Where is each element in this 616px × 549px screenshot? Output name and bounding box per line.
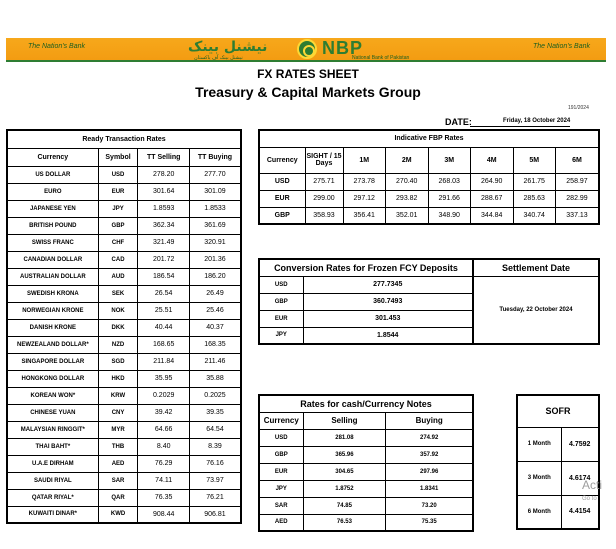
- currency-name: MALAYSIAN RINGGIT*: [7, 421, 98, 438]
- fbp-header-6m: 6M: [556, 147, 600, 173]
- settlement-caption: Settlement Date: [474, 259, 599, 276]
- fbp-rate: 273.78: [343, 173, 386, 190]
- table-row: [517, 427, 599, 461]
- table-row: [7, 234, 241, 251]
- tt-buying: 26.49: [189, 285, 241, 302]
- tt-buying: 76.21: [189, 489, 241, 506]
- currency-name: NEWZEALAND DOLLAR*: [7, 336, 98, 353]
- sofr-rate: 4.4154: [561, 495, 599, 529]
- fbp-header-currency: Currency: [259, 147, 305, 173]
- table-row: [7, 489, 241, 506]
- cash-selling: 304.65: [303, 463, 386, 480]
- tt-selling: 0.2029: [138, 387, 190, 404]
- header-banner: [6, 38, 606, 62]
- date-value: Friday, 18 October 2024: [503, 118, 571, 124]
- fbp-rate: 258.97: [556, 173, 600, 190]
- tt-buying: 186.20: [189, 268, 241, 285]
- fbp-rate: 288.67: [471, 190, 514, 207]
- table-row: [7, 166, 241, 183]
- currency-name: KOREAN WON*: [7, 387, 98, 404]
- tt-buying: 40.37: [189, 319, 241, 336]
- table-row: [7, 285, 241, 302]
- conversion-rate: 360.7493: [303, 293, 473, 310]
- currency-code: AED: [259, 514, 303, 531]
- tt-selling: 211.84: [138, 353, 190, 370]
- tt-buying: 39.35: [189, 404, 241, 421]
- cash-rows: [259, 429, 473, 531]
- currency-name: DANISH KRONE: [7, 319, 98, 336]
- fbp-rate: 264.90: [471, 173, 514, 190]
- currency-symbol: THB: [98, 438, 138, 455]
- ready-header-symbol: Symbol: [98, 148, 138, 166]
- cash-buying: 357.92: [386, 446, 473, 463]
- fbp-rate: 299.00: [305, 190, 343, 207]
- currency-code: EUR: [259, 190, 305, 207]
- currency-symbol: SEK: [98, 285, 138, 302]
- tt-selling: 74.11: [138, 472, 190, 489]
- ready-header-tt-buying: TT Buying: [189, 148, 241, 166]
- currency-code: GBP: [259, 293, 303, 310]
- ready-header-tt-selling: TT Selling: [138, 148, 190, 166]
- fbp-rate: 340.74: [513, 207, 556, 224]
- conversion-rate: 1.8544: [303, 327, 473, 344]
- sofr-tenor: 6 Month: [517, 495, 561, 529]
- fbp-rate: 348.90: [428, 207, 471, 224]
- cash-selling: 74.85: [303, 497, 386, 514]
- fbp-rate: 291.66: [428, 190, 471, 207]
- fbp-header-1m: 1M: [343, 147, 386, 173]
- tt-selling: 76.29: [138, 455, 190, 472]
- tt-buying: 0.2025: [189, 387, 241, 404]
- fbp-header-3m: 3M: [428, 147, 471, 173]
- fbp-header-2m: 2M: [386, 147, 429, 173]
- fbp-rate: 358.93: [305, 207, 343, 224]
- table-row: [259, 190, 599, 207]
- tt-selling: 201.72: [138, 251, 190, 268]
- cash-currency-notes-table: [258, 394, 474, 532]
- table-row: [7, 319, 241, 336]
- currency-symbol: NOK: [98, 302, 138, 319]
- sofr-rate: 4.6174: [561, 461, 599, 495]
- currency-name: SAUDI RIYAL: [7, 472, 98, 489]
- currency-symbol: USD: [98, 166, 138, 183]
- fbp-header-4m: 4M: [471, 147, 514, 173]
- currency-code: GBP: [259, 446, 303, 463]
- tt-buying: 76.16: [189, 455, 241, 472]
- currency-symbol: KRW: [98, 387, 138, 404]
- fbp-header-sight: SIGHT / 15 Days: [305, 147, 343, 173]
- tt-selling: 40.44: [138, 319, 190, 336]
- tt-selling: 362.34: [138, 217, 190, 234]
- tt-selling: 39.42: [138, 404, 190, 421]
- indicative-fbp-rates-table: [258, 129, 600, 225]
- currency-code: EUR: [259, 463, 303, 480]
- tt-buying: 301.09: [189, 183, 241, 200]
- currency-symbol: CHF: [98, 234, 138, 251]
- table-row: [7, 438, 241, 455]
- currency-name: CHINESE YUAN: [7, 404, 98, 421]
- currency-code: JPY: [259, 327, 303, 344]
- table-row: [7, 217, 241, 234]
- frozen-fcy-conversion-table: [258, 258, 474, 345]
- currency-name: SWEDISH KRONA: [7, 285, 98, 302]
- table-row: [259, 463, 473, 480]
- fbp-rate: 352.01: [386, 207, 429, 224]
- table-row: [7, 370, 241, 387]
- tt-buying: 320.91: [189, 234, 241, 251]
- currency-name: QATAR RIYAL*: [7, 489, 98, 506]
- fbp-rate: 275.71: [305, 173, 343, 190]
- currency-code: USD: [259, 276, 303, 293]
- fbp-header-5m: 5M: [513, 147, 556, 173]
- date-label: DATE:: [445, 117, 472, 127]
- currency-name: AUSTRALIAN DOLLAR: [7, 268, 98, 285]
- urdu-bank-subtitle: نیشنل بینک آف پاکستان: [194, 55, 243, 61]
- tt-buying: 73.97: [189, 472, 241, 489]
- cash-caption: Rates for cash/Currency Notes: [259, 395, 473, 412]
- settlement-value: Tuesday, 22 October 2024: [474, 276, 599, 344]
- table-row: [7, 353, 241, 370]
- table-row: [259, 327, 473, 344]
- ready-transaction-rates-table: [6, 129, 242, 524]
- fbp-rate: 293.82: [386, 190, 429, 207]
- tt-selling: 321.49: [138, 234, 190, 251]
- tt-selling: 168.65: [138, 336, 190, 353]
- table-row: [259, 310, 473, 327]
- tt-selling: 8.40: [138, 438, 190, 455]
- tt-buying: 168.35: [189, 336, 241, 353]
- sofr-tenor: 3 Month: [517, 461, 561, 495]
- table-row: [259, 497, 473, 514]
- tt-selling: 35.95: [138, 370, 190, 387]
- fbp-rate: 356.41: [343, 207, 386, 224]
- currency-code: JPY: [259, 480, 303, 497]
- currency-symbol: SAR: [98, 472, 138, 489]
- fbp-rows: [259, 173, 599, 224]
- sofr-table: [516, 394, 603, 530]
- tt-selling: 26.54: [138, 285, 190, 302]
- tt-selling: 1.8593: [138, 200, 190, 217]
- frozen-caption: Conversion Rates for Frozen FCY Deposits: [259, 259, 473, 276]
- currency-symbol: AUD: [98, 268, 138, 285]
- ready-rows: [7, 166, 241, 523]
- cash-header-selling: Selling: [303, 412, 386, 429]
- table-row: [259, 276, 473, 293]
- activation-watermark: Acti: [582, 478, 603, 492]
- table-row: [259, 293, 473, 310]
- tt-selling: 186.54: [138, 268, 190, 285]
- currency-name: US DOLLAR: [7, 166, 98, 183]
- tt-buying: 277.70: [189, 166, 241, 183]
- currency-symbol: QAR: [98, 489, 138, 506]
- currency-symbol: KWD: [98, 506, 138, 523]
- table-row: [7, 387, 241, 404]
- currency-symbol: GBP: [98, 217, 138, 234]
- tt-selling: 64.66: [138, 421, 190, 438]
- tt-selling: 76.35: [138, 489, 190, 506]
- tt-buying: 211.46: [189, 353, 241, 370]
- right-wing-logo: The Nation's Bank: [533, 43, 590, 50]
- currency-code: GBP: [259, 207, 305, 224]
- conversion-rate: 301.453: [303, 310, 473, 327]
- tt-selling: 278.20: [138, 166, 190, 183]
- currency-code: SAR: [259, 497, 303, 514]
- currency-symbol: SGD: [98, 353, 138, 370]
- sofr-tenor: 1 Month: [517, 427, 561, 461]
- currency-symbol: HKD: [98, 370, 138, 387]
- cash-buying: 297.96: [386, 463, 473, 480]
- fbp-rate: 270.40: [386, 173, 429, 190]
- currency-name: JAPANESE YEN: [7, 200, 98, 217]
- urdu-bank-name: نیشنل بینک: [188, 39, 268, 55]
- activation-watermark-sub: Go to: [582, 496, 597, 502]
- tt-selling: 25.51: [138, 302, 190, 319]
- conversion-rate: 277.7345: [303, 276, 473, 293]
- table-row: [7, 472, 241, 489]
- fbp-rate: 285.63: [513, 190, 556, 207]
- table-row: [7, 200, 241, 217]
- currency-code: EUR: [259, 310, 303, 327]
- table-row: [7, 302, 241, 319]
- tt-selling: 908.44: [138, 506, 190, 523]
- cash-selling: 365.96: [303, 446, 386, 463]
- fbp-rate: 337.13: [556, 207, 600, 224]
- fbp-caption: Indicative FBP Rates: [259, 130, 599, 147]
- table-row: [259, 514, 473, 531]
- table-row: [7, 336, 241, 353]
- fbp-rate: 297.12: [343, 190, 386, 207]
- currency-symbol: CNY: [98, 404, 138, 421]
- ready-caption: Ready Transaction Rates: [7, 130, 241, 148]
- ready-header-currency: Currency: [7, 148, 98, 166]
- cash-header-buying: Buying: [386, 412, 473, 429]
- tt-selling: 301.64: [138, 183, 190, 200]
- currency-name: EURO: [7, 183, 98, 200]
- currency-symbol: EUR: [98, 183, 138, 200]
- cash-selling: 76.53: [303, 514, 386, 531]
- currency-symbol: JPY: [98, 200, 138, 217]
- currency-symbol: MYR: [98, 421, 138, 438]
- left-wing-logo: The Nation's Bank: [28, 43, 85, 50]
- tt-buying: 35.88: [189, 370, 241, 387]
- cash-selling: 281.08: [303, 429, 386, 446]
- tt-buying: 25.46: [189, 302, 241, 319]
- tt-buying: 64.54: [189, 421, 241, 438]
- currency-symbol: AED: [98, 455, 138, 472]
- settlement-date-table: [474, 258, 600, 345]
- table-row: [7, 421, 241, 438]
- currency-code: USD: [259, 429, 303, 446]
- sheet-title: FX RATES SHEET: [257, 67, 359, 81]
- table-row: [259, 446, 473, 463]
- cash-buying: 73.20: [386, 497, 473, 514]
- sheet-subtitle: Treasury & Capital Markets Group: [195, 84, 421, 100]
- tt-buying: 1.8533: [189, 200, 241, 217]
- table-row: [7, 404, 241, 421]
- table-row: [7, 506, 241, 523]
- currency-name: KUWAITI DINAR*: [7, 506, 98, 523]
- fbp-rate: 282.99: [556, 190, 600, 207]
- currency-name: THAI BAHT*: [7, 438, 98, 455]
- currency-name: NORWEGIAN KRONE: [7, 302, 98, 319]
- tt-buying: 361.69: [189, 217, 241, 234]
- sofr-rate: 4.7592: [561, 427, 599, 461]
- table-row: [259, 429, 473, 446]
- currency-name: SWISS FRANC: [7, 234, 98, 251]
- currency-name: BRITISH POUND: [7, 217, 98, 234]
- cash-buying: 1.8341: [386, 480, 473, 497]
- currency-code: USD: [259, 173, 305, 190]
- table-row: [7, 183, 241, 200]
- currency-name: CANADIAN DOLLAR: [7, 251, 98, 268]
- currency-name: U.A.E DIRHAM: [7, 455, 98, 472]
- currency-name: SINGAPORE DOLLAR: [7, 353, 98, 370]
- currency-symbol: CAD: [98, 251, 138, 268]
- tt-buying: 201.36: [189, 251, 241, 268]
- fbp-rate: 268.03: [428, 173, 471, 190]
- cash-selling: 1.8752: [303, 480, 386, 497]
- tt-buying: 906.81: [189, 506, 241, 523]
- table-row: [7, 268, 241, 285]
- cash-header-currency: Currency: [259, 412, 303, 429]
- date-underline: [470, 126, 570, 127]
- currency-name: HONGKONG DOLLAR: [7, 370, 98, 387]
- table-row: [259, 480, 473, 497]
- sofr-caption: SOFR: [517, 395, 599, 427]
- nbp-emblem-icon: [297, 39, 317, 59]
- table-row: [7, 251, 241, 268]
- table-row: [7, 455, 241, 472]
- table-row: [259, 207, 599, 224]
- nbp-logo-subtitle: National Bank of Pakistan: [352, 55, 410, 61]
- cash-buying: 274.92: [386, 429, 473, 446]
- fbp-rate: 261.75: [513, 173, 556, 190]
- currency-symbol: NZD: [98, 336, 138, 353]
- currency-symbol: DKK: [98, 319, 138, 336]
- tt-buying: 8.39: [189, 438, 241, 455]
- cash-buying: 75.35: [386, 514, 473, 531]
- nbp-logo-text: NBP: [322, 38, 364, 58]
- reference-number: 191/2024: [568, 105, 589, 111]
- table-row: [259, 173, 599, 190]
- fbp-rate: 344.84: [471, 207, 514, 224]
- frozen-rows: [259, 276, 473, 344]
